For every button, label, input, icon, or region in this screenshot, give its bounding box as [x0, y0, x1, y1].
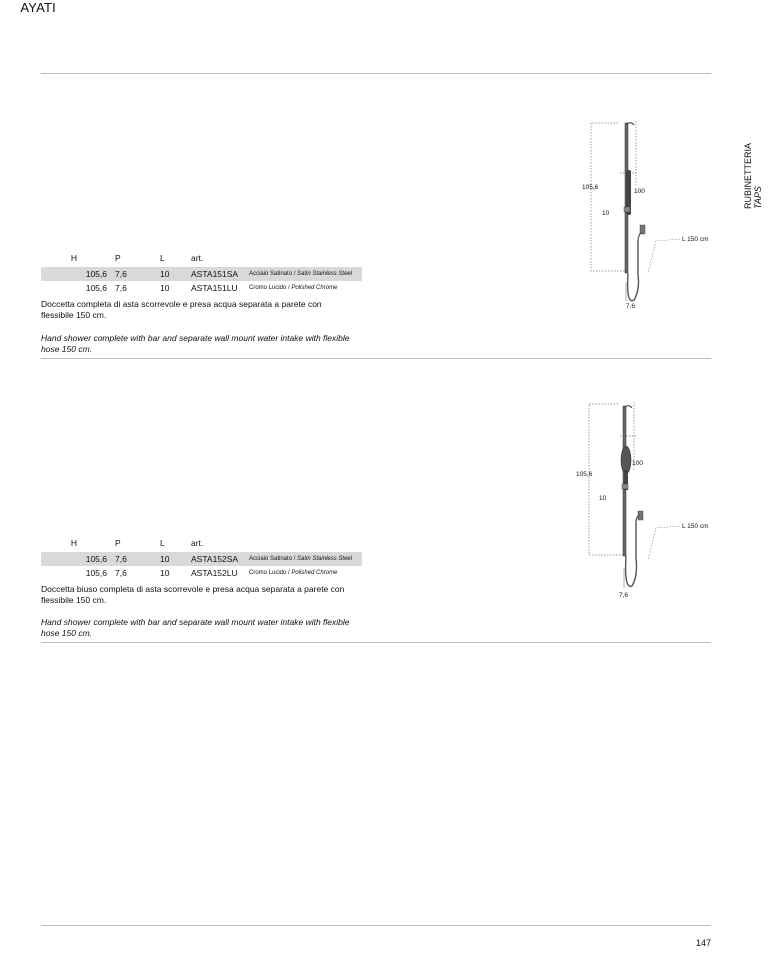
finish-separator: / — [292, 556, 298, 562]
section-label-en: TAPS — [753, 186, 763, 209]
description-it-2: Doccetta biuso completa di asta scorrevole e presa acqua separata a parete con flessibile 150 cm. — [41, 584, 345, 605]
description-it-1: Doccetta completa di asta scorrevole e presa acqua separata a parete con flessibile 150 cm. — [41, 299, 322, 320]
section-divider — [41, 642, 711, 643]
cell-finish — [249, 566, 362, 580]
product-drawing-1 — [576, 115, 716, 320]
dim-depth: 7,6 — [626, 303, 636, 310]
finish-it: Cromo Lucido — [249, 285, 287, 291]
spec-table-2 — [41, 534, 362, 580]
finish-separator: / — [286, 285, 292, 291]
dim-10: 10 — [599, 495, 607, 502]
cell-l: 10 — [160, 568, 170, 578]
dim-10: 10 — [602, 210, 610, 217]
cell-art: ASTA152LU — [191, 568, 238, 578]
col-header-p: P — [115, 538, 121, 548]
description-en-2: Hand shower complete with bar and separate wall mount water intake with flexible hose 150 cm. — [41, 617, 350, 638]
finish-en: Polished Chrome — [291, 570, 338, 576]
cell-finish — [249, 552, 362, 566]
brand-name: AYATI — [20, 0, 56, 15]
table-row — [41, 566, 362, 580]
finish-separator: / — [286, 570, 292, 576]
cell-p: 7,6 — [107, 552, 151, 566]
cell-h: 105,6 — [41, 552, 107, 566]
finish-en: Polished Chrome — [291, 285, 338, 291]
cell-p: 7,6 — [115, 568, 127, 578]
section-divider — [41, 358, 711, 359]
dim-100: 100 — [634, 188, 645, 195]
spec-table-1 — [41, 249, 362, 295]
finish-en: Satin Stainless Steel — [297, 556, 353, 562]
product-drawing-2 — [572, 398, 717, 603]
cell-finish — [249, 281, 362, 295]
section-side-label — [743, 142, 769, 217]
cell-l: 10 — [151, 552, 188, 566]
dim-height: 105,6 — [576, 471, 593, 478]
cell-finish — [249, 267, 362, 281]
cell-l: 10 — [160, 283, 170, 293]
spec-header-row — [41, 249, 362, 267]
cell-art: ASTA151LU — [191, 283, 238, 293]
finish-separator: / — [292, 271, 298, 277]
cell-art: ASTA152SA — [188, 552, 249, 566]
cell-h: 105,6 — [85, 568, 107, 578]
dim-depth: 7,6 — [619, 592, 629, 599]
cell-h: 105,6 — [85, 283, 107, 293]
cell-h: 105,6 — [41, 267, 107, 281]
hose-length: L 150 cm — [682, 523, 709, 530]
cell-art: ASTA151SA — [188, 267, 249, 281]
section-label-it: RUBINETTERIA — [743, 142, 753, 209]
table-row — [41, 552, 362, 566]
finish-it: Cromo Lucido — [249, 570, 287, 576]
col-header-p: P — [115, 253, 121, 263]
cell-p: 7,6 — [115, 283, 127, 293]
col-header-h: H — [70, 253, 78, 263]
dim-100: 100 — [632, 460, 643, 467]
table-row — [41, 281, 362, 295]
cell-l: 10 — [151, 267, 188, 281]
spec-header-row — [41, 534, 362, 552]
page-number: 147 — [695, 938, 711, 948]
table-row — [41, 267, 362, 281]
cell-p: 7,6 — [107, 267, 151, 281]
dim-height: 105,6 — [582, 184, 599, 191]
col-header-l: L — [160, 538, 165, 548]
finish-it: Acciaio Satinato — [249, 556, 293, 562]
finish-en: Satin Stainless Steel — [297, 271, 353, 277]
col-header-h: H — [70, 538, 78, 548]
col-header-art: art. — [191, 538, 204, 548]
hose-length: L 150 cm — [682, 236, 709, 243]
finish-it: Acciaio Satinato — [249, 271, 293, 277]
col-header-art: art. — [191, 253, 204, 263]
footer-divider — [41, 925, 711, 926]
col-header-l: L — [160, 253, 165, 263]
header-divider — [41, 73, 711, 74]
description-en-1: Hand shower complete with bar and separate wall mount water intake with flexible hose 150 cm. — [41, 333, 350, 354]
